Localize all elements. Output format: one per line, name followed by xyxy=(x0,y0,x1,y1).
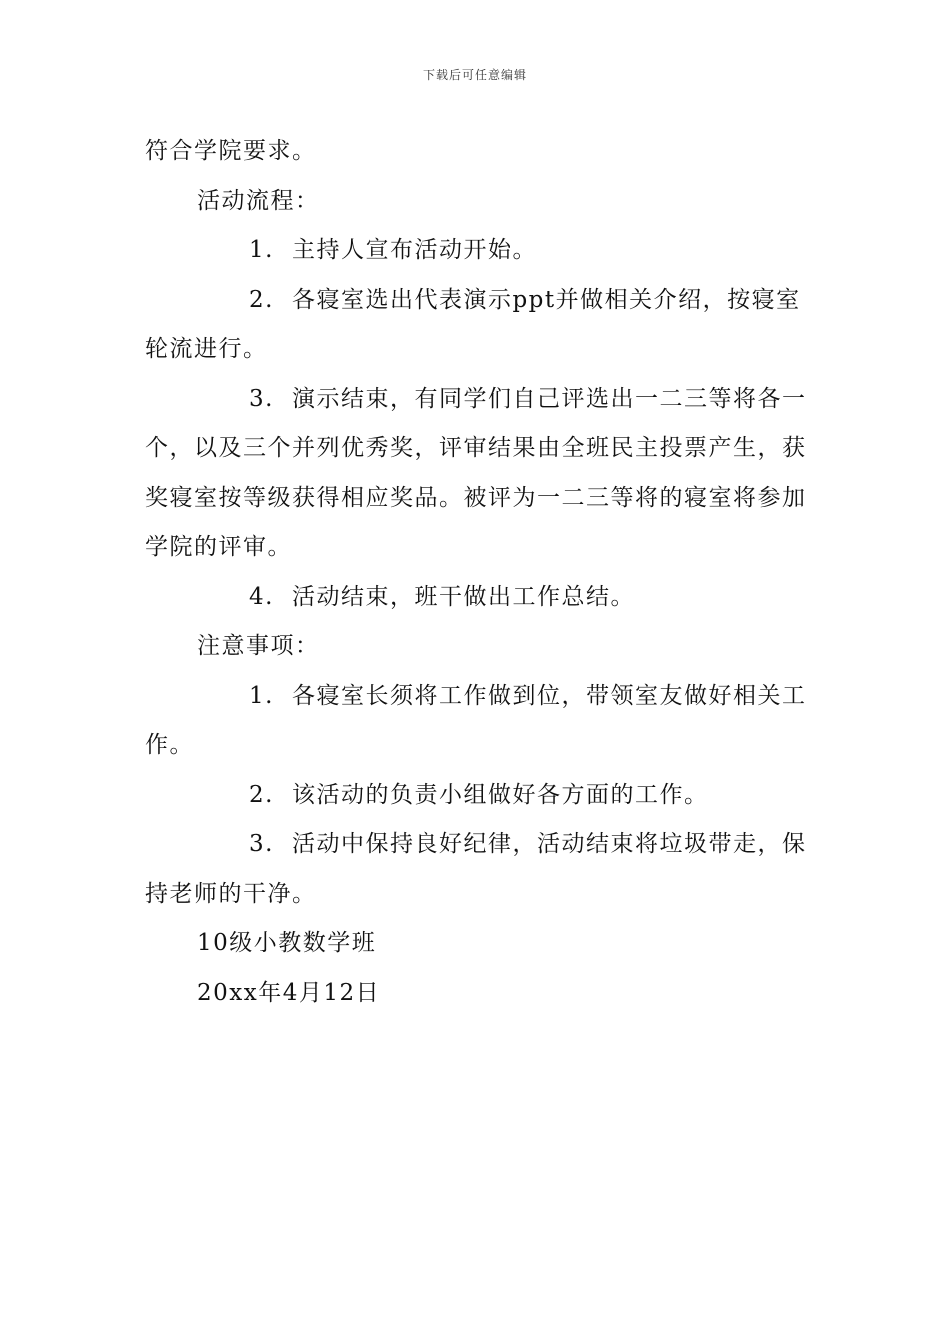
signature-line: 10级小教数学班 xyxy=(197,930,377,956)
flow-item xyxy=(145,375,810,573)
flow-heading: 活动流程： xyxy=(197,187,320,214)
flow-item xyxy=(145,573,810,623)
continued-paragraph: 符合学院要求。 xyxy=(145,138,317,164)
notes-item-text: 各寝室长须将工作做到位，带领室友做好相关工作。 xyxy=(145,682,807,758)
notes-item xyxy=(145,771,810,821)
notes-item-number: 3. xyxy=(249,831,274,857)
notes-item-text: 活动中保持良好纪律，活动结束将垃圾带走，保持老师的干净。 xyxy=(145,831,807,907)
flow-item-number: 2. xyxy=(249,286,274,313)
flow-item-text: 活动结束，班干做出工作总结。 xyxy=(291,583,635,610)
flow-item-text: 主持人宣布活动开始。 xyxy=(291,237,537,263)
flow-item-number: 4. xyxy=(249,583,274,610)
flow-item-text: 各寝室选出代表演示ppt并做相关介绍，按寝室轮流进行。 xyxy=(145,286,801,362)
flow-item-number: 1. xyxy=(249,237,274,263)
flow-item xyxy=(145,226,810,276)
flow-item-number: 3. xyxy=(249,385,274,412)
document-body xyxy=(145,127,810,1018)
notes-item-text: 该活动的负责小组做好各方面的工作。 xyxy=(291,781,709,808)
notes-item-number: 2. xyxy=(249,781,274,808)
page-header-note: 下载后可任意编辑 xyxy=(422,68,527,82)
notes-item xyxy=(145,672,810,771)
flow-item-text: 演示结束，有同学们自己评选出一二三等将各一个，以及三个并列优秀奖，评审结果由全班民主投票产生，获奖寝室按等级获得相应奖品。被评为一二三等将的寝室将参加学院的评审。 xyxy=(145,385,807,560)
notes-item-number: 1. xyxy=(249,682,274,709)
flow-item xyxy=(145,276,810,375)
notes-heading: 注意事项： xyxy=(197,633,320,659)
date-line: 20xx年4月12日 xyxy=(197,979,381,1006)
notes-item xyxy=(145,820,810,919)
